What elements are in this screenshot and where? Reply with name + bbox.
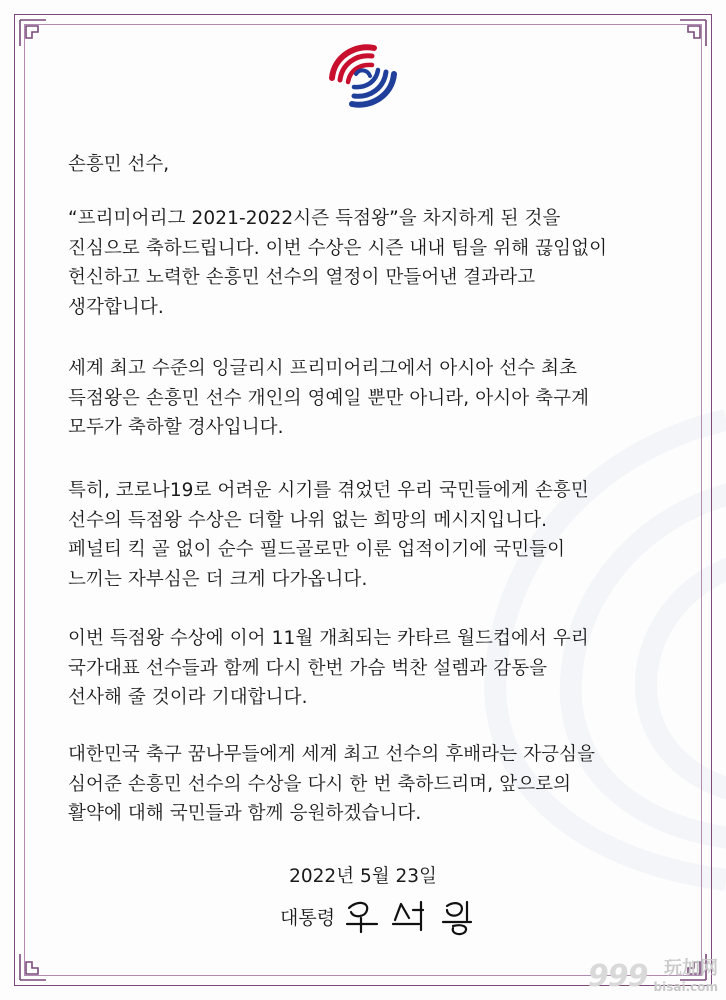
corner-ornament-icon bbox=[18, 18, 48, 48]
signer-title: 대통령 bbox=[280, 906, 336, 929]
watermark-digits: 999 bbox=[587, 959, 648, 994]
paragraph-4: 이번 득점왕 수상에 이어 11월 개최되는 카타르 월드컵에서 우리 국가대표 선수들과 함께 다시 한번 가슴 벅찬 설렘과 감동을 선사해 줄 것이라 기대합니다. bbox=[68, 628, 589, 708]
watermark-site-url: bisai.com bbox=[653, 980, 718, 994]
corner-ornament-icon bbox=[678, 18, 708, 48]
paragraph-3: 특히, 코로나19로 어려운 시기를 겪었던 우리 국민들에게 손흥민 선수의 득점왕 수상은 더할 나위 없는 희망의 메시지입니다. 페널티 킥 골 없이 순수 필드골로만 이룬 업적이기에 국민들이 느끼는 자부심은 더 크게 다가옵니다. bbox=[68, 480, 589, 590]
watermark-site-name: 玩加网 bbox=[664, 958, 718, 979]
signature-icon bbox=[343, 896, 493, 936]
government-emblem-icon bbox=[322, 38, 404, 114]
paragraph-1: “프리미어리그 2021-2022시즌 득점왕”을 차지하게 된 것을 진심으로 축하드립니다. 이번 수상은 시즌 내내 팀을 위해 끊임없이 헌신하고 노력한 손흥민 선수의 열정이 만들어낸 결과라고 생각합니다. bbox=[68, 208, 608, 318]
site-watermark bbox=[588, 954, 718, 994]
signature-block bbox=[280, 896, 493, 936]
letter-date: 2022년 5월 23일 bbox=[289, 866, 437, 887]
corner-ornament-icon bbox=[18, 952, 48, 982]
paragraph-2: 세계 최고 수준의 잉글리시 프리미어리그에서 아시아 선수 최초 득점왕은 손흥민 선수 개인의 영예일 뿐만 아니라, 아시아 축구계 모두가 축하할 경사입니다. bbox=[68, 358, 590, 438]
paragraph-5: 대한민국 축구 꿈나무들에게 세계 최고 선수의 후배라는 자긍심을 심어준 손흥민 선수의 수상을 다시 한 번 축하드리며, 앞으로의 활약에 대해 국민들과 함께 응원하겠습니다. bbox=[68, 744, 596, 824]
salutation: 손흥민 선수, bbox=[68, 154, 170, 175]
